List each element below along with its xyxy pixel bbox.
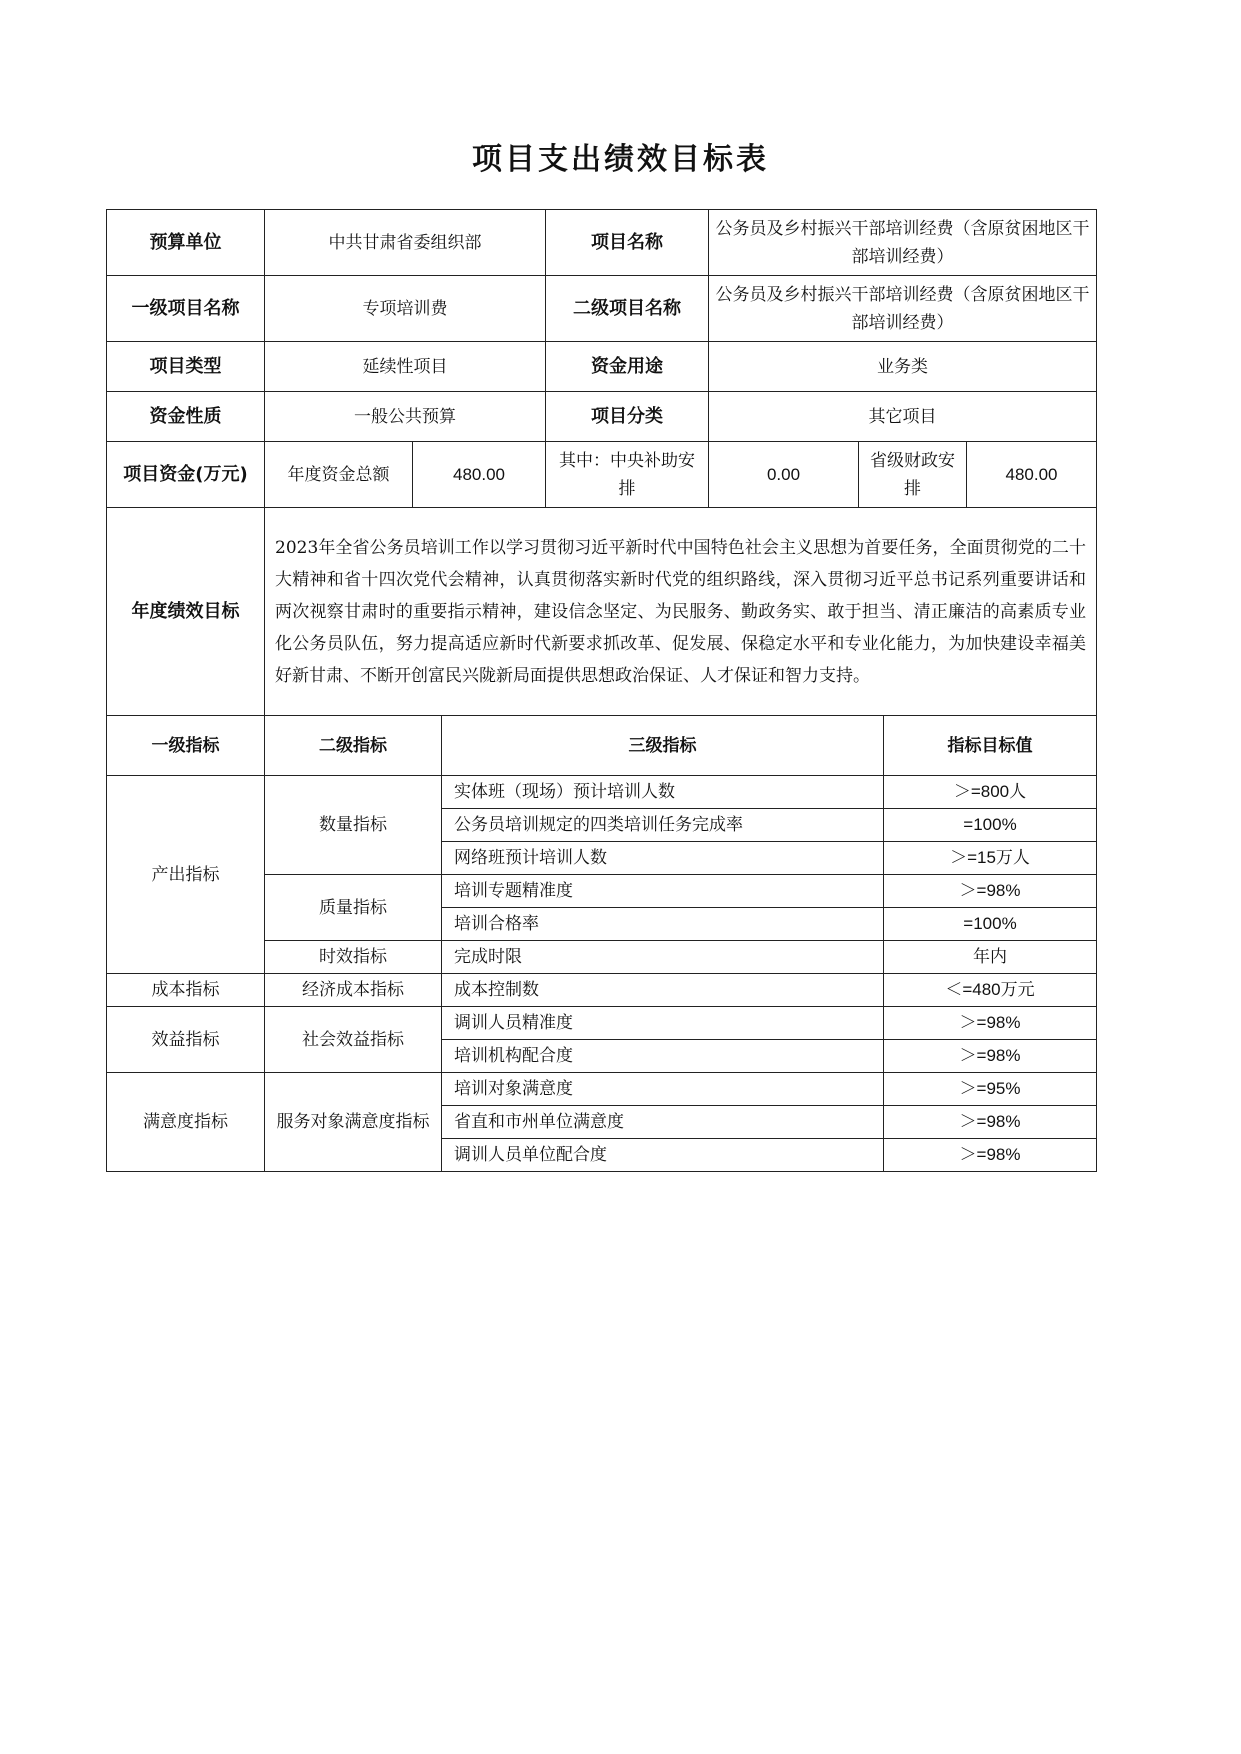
level1-output: 产出指标 bbox=[107, 776, 265, 974]
project-type-value: 延续性项目 bbox=[265, 342, 546, 392]
level2-service-satisfaction: 服务对象满意度指标 bbox=[265, 1073, 442, 1172]
annual-total-value: 480.00 bbox=[413, 442, 546, 508]
level2-timeliness: 时效指标 bbox=[265, 941, 442, 974]
goal-text: 2023年全省公务员培训工作以学习贯彻习近平新时代中国特色社会主义思想为首要任务，全面贯彻党的二十大精神和省十四次党代会精神，认真贯彻落实新时代党的组织路线，深入贯彻习近平总书记系列重要讲话和两次视察甘肃时的重要指示精神，建设信念坚定、为民服务、勤政务实、敢于担当、清正廉洁的高素质专业化公务员队伍，努力提高适应新时代新要求抓改革、促发展、保稳定水平和专业化能力，为加快建设幸福美好新甘肃、不断开创富民兴陇新局面提供思想政治保证、人才保证和智力支持。 bbox=[265, 508, 1097, 716]
level2-project-value: 公务员及乡村振兴干部培训经费（含原贫困地区干部培训经费） bbox=[709, 276, 1097, 342]
target-cell: =100% bbox=[884, 908, 1097, 941]
level1-satisfaction: 满意度指标 bbox=[107, 1073, 265, 1172]
header-target: 指标目标值 bbox=[884, 716, 1097, 776]
level1-benefit: 效益指标 bbox=[107, 1007, 265, 1073]
fund-nature-value: 一般公共预算 bbox=[265, 392, 546, 442]
level3-cell: 省直和市州单位满意度 bbox=[442, 1106, 884, 1139]
level1-project-value: 专项培训费 bbox=[265, 276, 546, 342]
level3-cell: 培训专题精准度 bbox=[442, 875, 884, 908]
page-title: 项目支出绩效目标表 bbox=[472, 142, 769, 177]
target-cell: ＞=800人 bbox=[884, 776, 1097, 809]
provincial-value: 480.00 bbox=[967, 442, 1097, 508]
project-info-table bbox=[106, 209, 1097, 716]
level3-cell: 完成时限 bbox=[442, 941, 884, 974]
level3-cell: 成本控制数 bbox=[442, 974, 884, 1007]
target-cell: ＞=98% bbox=[884, 1040, 1097, 1073]
level1-cost: 成本指标 bbox=[107, 974, 265, 1007]
budget-unit-label: 预算单位 bbox=[107, 210, 265, 276]
indicators-table bbox=[106, 715, 1097, 1172]
provincial-label: 省级财政安排 bbox=[859, 442, 967, 508]
header-level1: 一级指标 bbox=[107, 716, 265, 776]
target-cell: ＞=98% bbox=[884, 875, 1097, 908]
target-cell: ＞=98% bbox=[884, 1007, 1097, 1040]
goal-label: 年度绩效目标 bbox=[107, 508, 265, 716]
central-subsidy-label: 其中：中央补助安排 bbox=[546, 442, 709, 508]
level2-social-benefit: 社会效益指标 bbox=[265, 1007, 442, 1073]
project-category-value: 其它项目 bbox=[709, 392, 1097, 442]
header-level2: 二级指标 bbox=[265, 716, 442, 776]
level2-quality: 质量指标 bbox=[265, 875, 442, 941]
level1-project-label: 一级项目名称 bbox=[107, 276, 265, 342]
level2-quantity: 数量指标 bbox=[265, 776, 442, 875]
project-category-label: 项目分类 bbox=[546, 392, 709, 442]
level3-cell: 调训人员精准度 bbox=[442, 1007, 884, 1040]
level3-cell: 培训合格率 bbox=[442, 908, 884, 941]
level3-cell: 公务员培训规定的四类培训任务完成率 bbox=[442, 809, 884, 842]
fund-use-label: 资金用途 bbox=[546, 342, 709, 392]
level2-economic-cost: 经济成本指标 bbox=[265, 974, 442, 1007]
target-cell: ＞=98% bbox=[884, 1106, 1097, 1139]
level3-cell: 网络班预计培训人数 bbox=[442, 842, 884, 875]
target-cell: ＞=98% bbox=[884, 1139, 1097, 1172]
target-cell: ＜=480万元 bbox=[884, 974, 1097, 1007]
level3-cell: 培训对象满意度 bbox=[442, 1073, 884, 1106]
project-type-label: 项目类型 bbox=[107, 342, 265, 392]
header-level3: 三级指标 bbox=[442, 716, 884, 776]
target-cell: 年内 bbox=[884, 941, 1097, 974]
level3-cell: 实体班（现场）预计培训人数 bbox=[442, 776, 884, 809]
project-name-value: 公务员及乡村振兴干部培训经费（含原贫困地区干部培训经费） bbox=[709, 210, 1097, 276]
target-cell: ＞=95% bbox=[884, 1073, 1097, 1106]
fund-nature-label: 资金性质 bbox=[107, 392, 265, 442]
target-cell: =100% bbox=[884, 809, 1097, 842]
budget-unit-value: 中共甘肃省委组织部 bbox=[265, 210, 546, 276]
funds-label: 项目资金(万元) bbox=[107, 442, 265, 508]
fund-use-value: 业务类 bbox=[709, 342, 1097, 392]
central-subsidy-value: 0.00 bbox=[709, 442, 859, 508]
annual-total-label: 年度资金总额 bbox=[265, 442, 413, 508]
level2-project-label: 二级项目名称 bbox=[546, 276, 709, 342]
level3-cell: 培训机构配合度 bbox=[442, 1040, 884, 1073]
project-name-label: 项目名称 bbox=[546, 210, 709, 276]
target-cell: ＞=15万人 bbox=[884, 842, 1097, 875]
level3-cell: 调训人员单位配合度 bbox=[442, 1139, 884, 1172]
